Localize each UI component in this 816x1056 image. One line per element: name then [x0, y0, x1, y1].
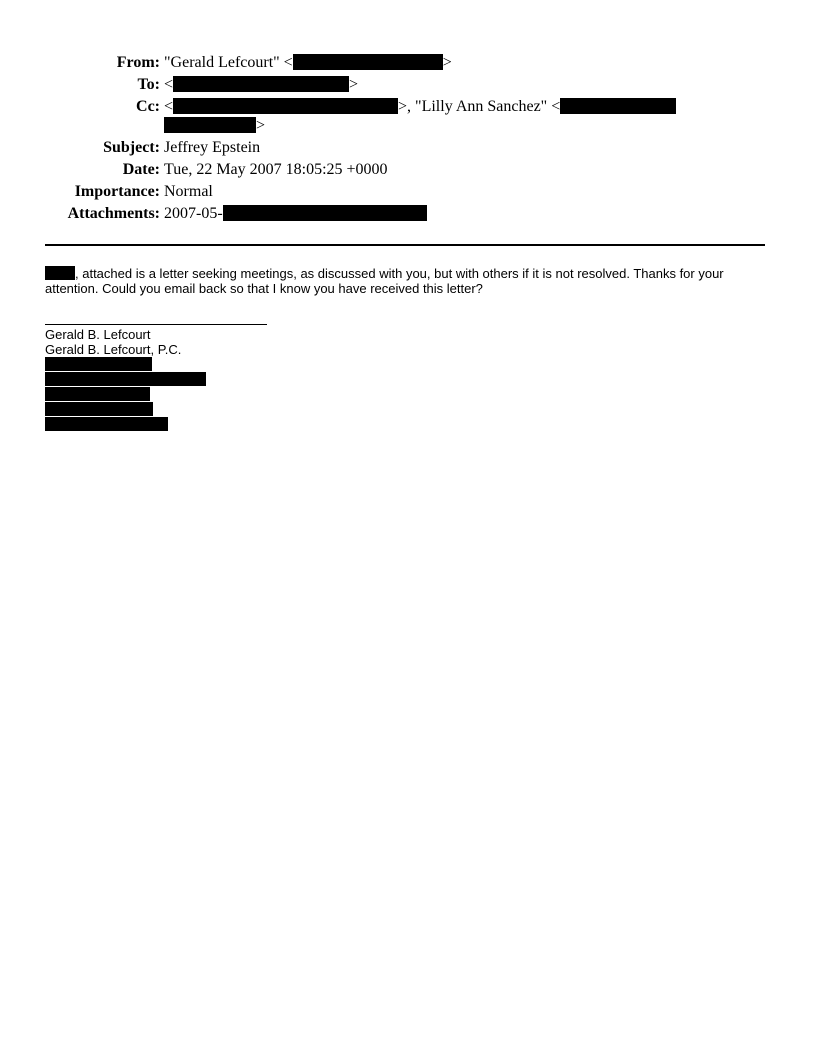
from-value: "Gerald Lefcourt" < >: [164, 54, 452, 71]
redaction-box: [293, 54, 443, 70]
signature-firm: Gerald B. Lefcourt, P.C.: [45, 342, 182, 357]
cc-row-continued: [0, 116, 816, 136]
attachments-label: Attachments:: [67, 205, 160, 222]
importance-label: Importance:: [74, 183, 160, 200]
to-row: [0, 75, 816, 95]
importance-value: Normal: [164, 183, 213, 200]
cc-row: [0, 97, 816, 117]
to-label: To:: [137, 76, 160, 93]
to-value: < >: [164, 76, 359, 93]
header-divider: [45, 244, 765, 246]
message-text: , attached is a letter seeking meetings, as discussed with you, but with others if it is not resolved. Thanks for your attention. Could you email back so that I know you have received this letter?: [45, 266, 724, 296]
date-row: [0, 160, 816, 180]
cc-value-continued: >: [164, 116, 265, 136]
redaction-box: [45, 387, 150, 401]
redaction-box: [45, 357, 152, 371]
subject-row: [0, 138, 816, 158]
importance-row: [0, 182, 816, 202]
signature-name: Gerald B. Lefcourt: [45, 327, 151, 342]
message-body: [45, 266, 765, 296]
signature-separator: [45, 324, 267, 325]
redaction-box: [45, 417, 168, 431]
attachments-row: [0, 204, 816, 224]
date-label: Date:: [122, 161, 160, 178]
redaction-box: [223, 205, 427, 221]
date-value: Tue, 22 May 2007 18:05:25 +0000: [164, 161, 388, 178]
redaction-box: [173, 76, 349, 92]
redaction-box: [173, 98, 398, 114]
from-label: From:: [116, 54, 160, 71]
cc-label: Cc:: [136, 98, 160, 115]
attachments-value[interactable]: 2007-05-: [164, 204, 427, 224]
redaction-box: [560, 98, 676, 114]
subject-value: Jeffrey Epstein: [164, 139, 261, 156]
redaction-box: [45, 372, 206, 386]
redaction-box: [164, 117, 256, 133]
redaction-box: [45, 266, 75, 280]
from-row: [0, 53, 816, 73]
redaction-box: [45, 402, 153, 416]
cc-value: < >, "Lilly Ann Sanchez" <: [164, 97, 676, 117]
subject-label: Subject:: [103, 139, 160, 156]
